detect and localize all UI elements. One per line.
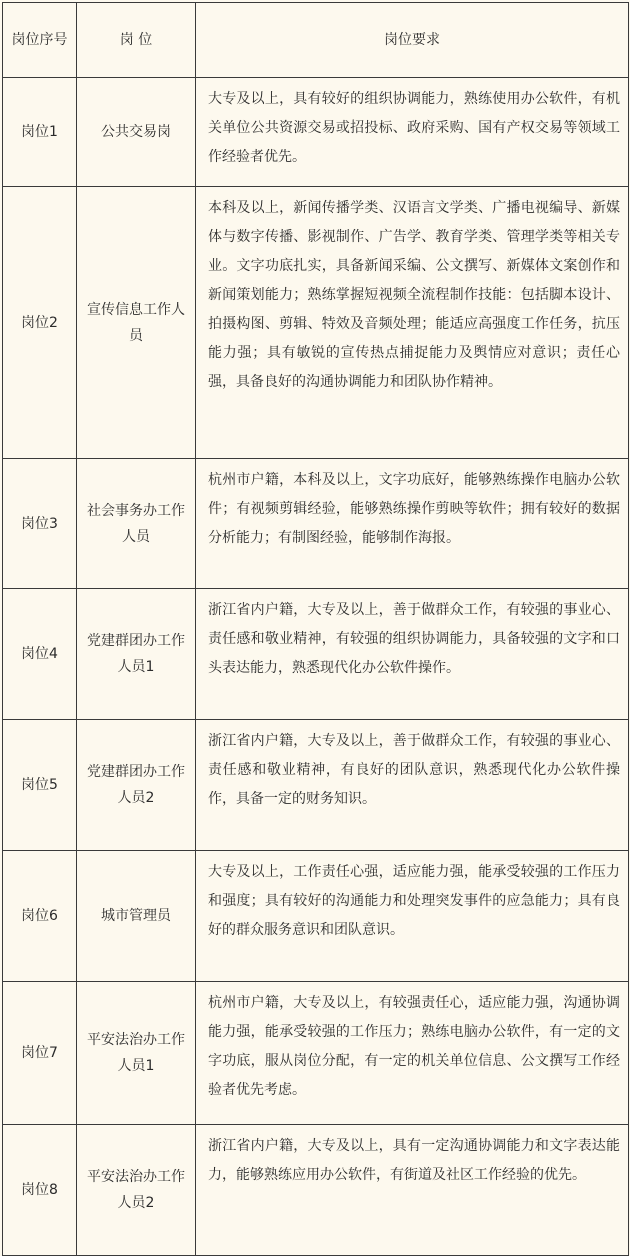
table-header-row	[3, 3, 629, 78]
table-row	[3, 851, 629, 982]
post-title: 社会事务办工作人员	[77, 459, 196, 589]
header-post-number: 岗位序号	[3, 3, 77, 78]
post-title: 平安法治办工作人员2	[77, 1125, 196, 1256]
post-title: 城市管理员	[77, 851, 196, 982]
post-title: 宣传信息工作人员	[77, 187, 196, 459]
post-number: 岗位4	[3, 589, 77, 720]
post-number: 岗位8	[3, 1125, 77, 1256]
post-requirements: 浙江省内户籍，大专及以上，善于做群众工作，有较强的事业心、责任感和敬业精神，有良好的团队意识，熟悉现代化办公软件操作，具备一定的财务知识。	[196, 720, 629, 851]
table-row	[3, 187, 629, 459]
post-number: 岗位3	[3, 459, 77, 589]
post-requirements: 大专及以上，具有较好的组织协调能力，熟练使用办公软件，有机关单位公共资源交易或招投标、政府采购、国有产权交易等领域工作经验者优先。	[196, 78, 629, 187]
job-requirements-table	[2, 2, 629, 1256]
post-requirements: 本科及以上，新闻传播学类、汉语言文学类、广播电视编导、新媒体与数字传播、影视制作、广告学、教育学类、管理学类等相关专业。文字功底扎实，具备新闻采编、公文撰写、新媒体文案创作和新闻策划能力；熟练掌握短视频全流程制作技能：包括脚本设计、拍摄构图、剪辑、特效及音频处理；能适应高强度工作任务，抗压能力强；具有敏锐的宣传热点捕捉能力及舆情应对意识；责任心强，具备良好的沟通协调能力和团队协作精神。	[196, 187, 629, 459]
post-requirements: 杭州市户籍，本科及以上，文字功底好，能够熟练操作电脑办公软件；有视频剪辑经验，能够熟练操作剪映等软件；拥有较好的数据分析能力；有制图经验，能够制作海报。	[196, 459, 629, 589]
header-post: 岗 位	[77, 3, 196, 78]
post-number: 岗位5	[3, 720, 77, 851]
post-requirements: 大专及以上，工作责任心强，适应能力强，能承受较强的工作压力和强度；具有较好的沟通能力和处理突发事件的应急能力；具有良好的群众服务意识和团队意识。	[196, 851, 629, 982]
post-title: 平安法治办工作人员1	[77, 982, 196, 1125]
table-row	[3, 982, 629, 1125]
post-number: 岗位2	[3, 187, 77, 459]
table-row	[3, 78, 629, 187]
post-number: 岗位7	[3, 982, 77, 1125]
table-row	[3, 459, 629, 589]
post-title: 党建群团办工作人员1	[77, 589, 196, 720]
table-row	[3, 720, 629, 851]
post-number: 岗位1	[3, 78, 77, 187]
post-requirements: 浙江省内户籍，大专及以上，善于做群众工作，有较强的事业心、责任感和敬业精神，有较强的组织协调能力，具备较强的文字和口头表达能力，熟悉现代化办公软件操作。	[196, 589, 629, 720]
post-number: 岗位6	[3, 851, 77, 982]
post-requirements: 杭州市户籍，大专及以上，有较强责任心，适应能力强，沟通协调能力强，能承受较强的工作压力；熟练电脑办公软件，有一定的文字功底，服从岗位分配，有一定的机关单位信息、公文撰写工作经验者优先考虑。	[196, 982, 629, 1125]
header-requirements: 岗位要求	[196, 3, 629, 78]
table-row	[3, 1125, 629, 1256]
table-row	[3, 589, 629, 720]
post-title: 党建群团办工作人员2	[77, 720, 196, 851]
post-title: 公共交易岗	[77, 78, 196, 187]
post-requirements: 浙江省内户籍，大专及以上，具有一定沟通协调能力和文字表达能力，能够熟练应用办公软件，有街道及社区工作经验的优先。	[196, 1125, 629, 1256]
